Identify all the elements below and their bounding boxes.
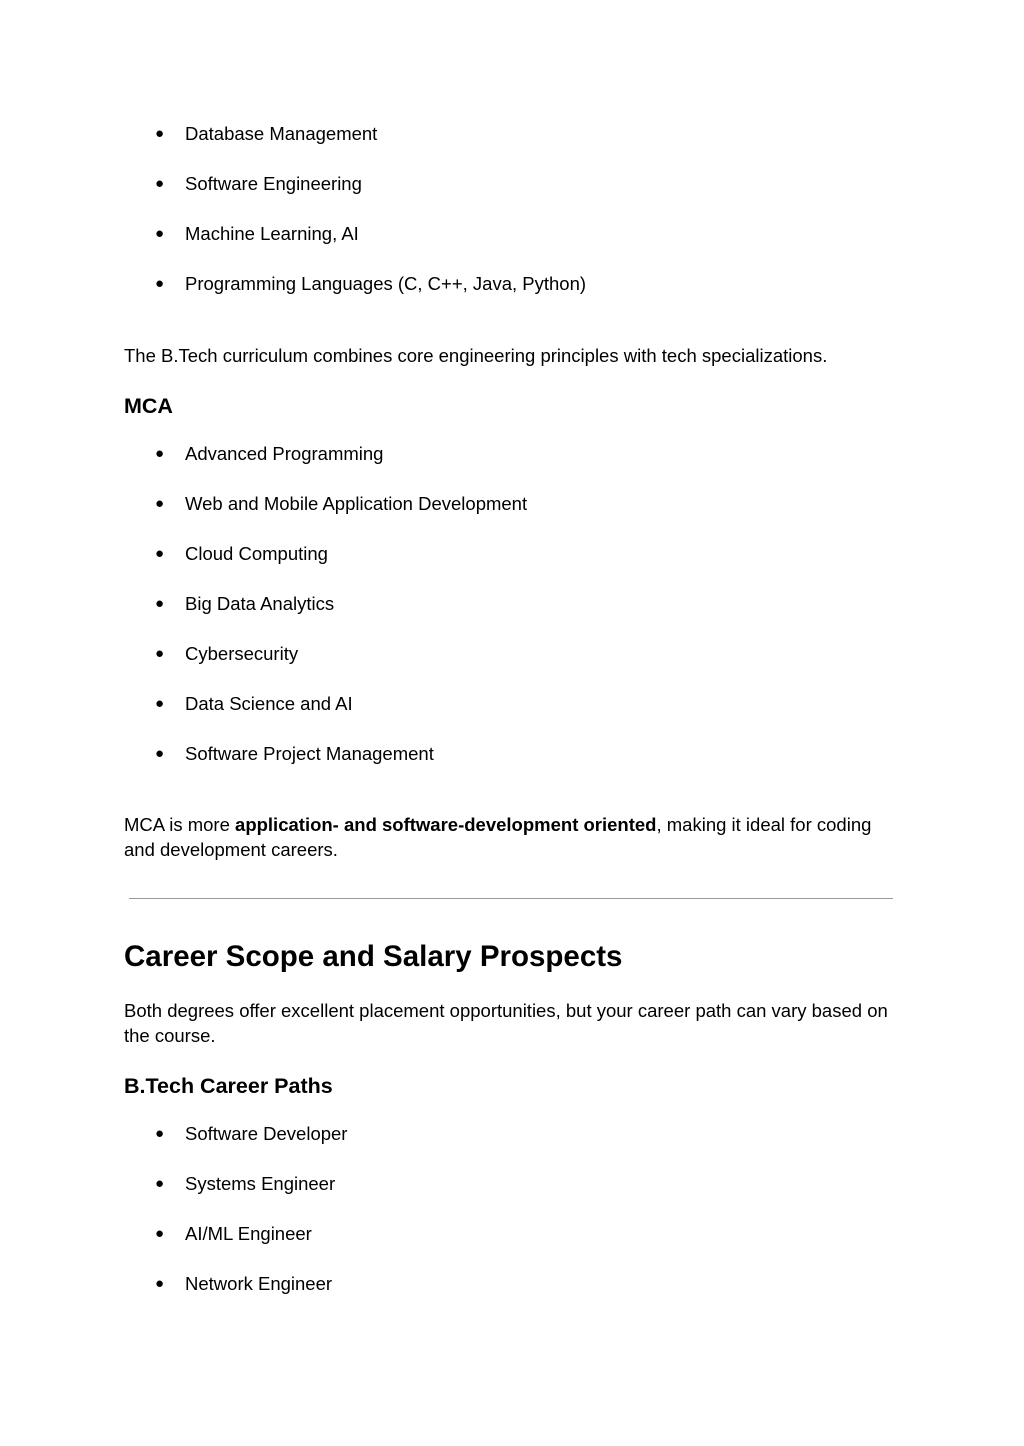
list-item [0, 541, 900, 567]
mca-summary-emphasis: application- and software-development oriented [235, 814, 657, 835]
career-intro-paragraph: Both degrees offer excellent placement opportunities, but your career path can vary based on the course. [124, 1000, 888, 1046]
bullet-icon: ● [155, 745, 165, 762]
list-item [0, 591, 900, 617]
bullet-icon: ● [155, 595, 165, 612]
bullet-icon: ● [155, 125, 165, 142]
list-item-text: Machine Learning, AI [185, 223, 359, 244]
list-item-text: Cloud Computing [185, 543, 328, 564]
bullet-icon: ● [155, 695, 165, 712]
list-item [0, 741, 900, 767]
bullet-icon: ● [155, 445, 165, 462]
list-item-text: Network Engineer [185, 1273, 333, 1294]
list-item-text: Database Management [185, 123, 378, 144]
mca-summary-text-end: , making it ideal for coding and development careers. [124, 814, 872, 860]
list-item-text: Advanced Programming [185, 443, 384, 464]
mca-heading: MCA [124, 394, 173, 418]
bullet-icon: ● [155, 175, 165, 192]
bullet-icon: ● [155, 1275, 165, 1292]
list-item [0, 441, 900, 467]
bullet-icon: ● [155, 1125, 165, 1142]
list-item [0, 221, 900, 247]
bullet-icon: ● [155, 645, 165, 662]
list-item [0, 121, 900, 147]
list-item-text: Programming Languages (C, C++, Java, Python) [185, 273, 587, 294]
btech-curriculum-paragraph: The B.Tech curriculum combines core engineering principles with tech specializations. [124, 345, 828, 366]
bullet-icon: ● [155, 275, 165, 292]
btech-careers-heading: B.Tech Career Paths [124, 1074, 333, 1098]
list-item [0, 691, 900, 717]
list-item-text: AI/ML Engineer [185, 1223, 312, 1244]
list-item [0, 1171, 900, 1197]
bullet-icon: ● [155, 225, 165, 242]
list-item [0, 1271, 900, 1297]
list-item [0, 1121, 900, 1147]
bullet-icon: ● [155, 1175, 165, 1192]
career-section-heading: Career Scope and Salary Prospects [124, 940, 623, 973]
bullet-icon: ● [155, 545, 165, 562]
list-item-text: Cybersecurity [185, 643, 299, 664]
list-item-text: Web and Mobile Application Development [185, 493, 528, 514]
mca-summary-paragraph [124, 812, 894, 862]
mca-summary-text: MCA is more [124, 814, 236, 835]
list-item-text: Data Science and AI [185, 693, 353, 714]
list-item-text: Software Engineering [185, 173, 362, 194]
list-item-text: Software Project Management [185, 743, 434, 764]
list-item [0, 491, 900, 517]
list-item [0, 171, 900, 197]
list-item [0, 641, 900, 667]
bullet-icon: ● [155, 495, 165, 512]
list-item-text: Systems Engineer [185, 1173, 336, 1194]
list-item-text: Big Data Analytics [185, 593, 335, 614]
bullet-icon: ● [155, 1225, 165, 1242]
list-item-text: Software Developer [185, 1123, 348, 1144]
list-item [0, 1221, 900, 1247]
section-divider [129, 898, 893, 899]
list-item [0, 271, 900, 297]
